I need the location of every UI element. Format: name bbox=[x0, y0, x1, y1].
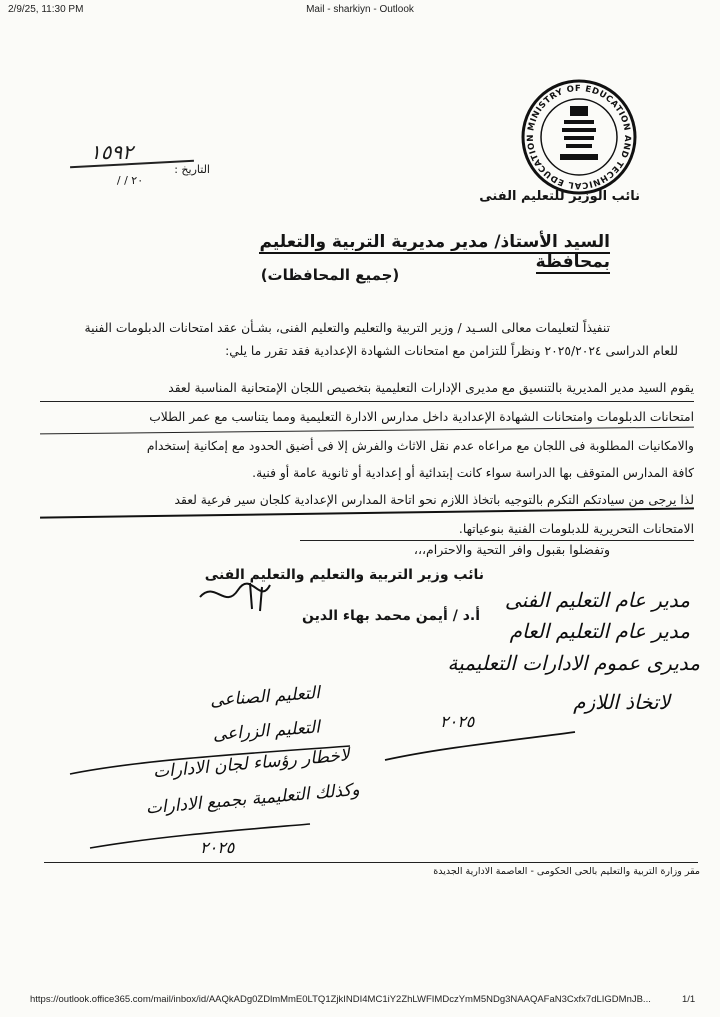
footer-divider bbox=[44, 862, 698, 863]
underline bbox=[40, 401, 694, 402]
handwritten-stroke bbox=[380, 728, 580, 768]
ministry-seal bbox=[520, 78, 638, 196]
body-p1-line2: للعام الدراسى ٢٠٢٥/٢٠٢٤ ونظراً للتزامن مع امتحانات الشهادة الإعدادية فقد تقرر ما يلي: bbox=[225, 344, 678, 358]
body-p1-line1: تنفيذاً لتعليمات معالى السـيد / وزير التربية والتعليم والتعليم الفنى، بشـأن عقد امتحانات الدبلومات الفنية bbox=[84, 321, 610, 335]
print-header bbox=[0, 4, 720, 20]
handwritten-note: وكذلك التعليمية بجميع الادارات bbox=[145, 779, 361, 819]
handwritten-note: لاتخاذ اللازم bbox=[573, 690, 670, 714]
footer-address: مقر وزارة التربية والتعليم بالحى الحكومى - العاصمة الادارية الجديدة bbox=[433, 866, 700, 877]
seal-text: MINISTRY OF EDUCATION AND TECHNICAL EDUCATION bbox=[525, 83, 633, 191]
underline bbox=[300, 540, 694, 541]
addressee-scope: (جميع المحافظات) bbox=[260, 266, 400, 284]
date-label: التاريخ : bbox=[174, 163, 210, 176]
handwritten-note: مديرى عموم الادارات التعليمية bbox=[447, 651, 700, 675]
print-url: https://outlook.office365.com/mail/inbox/id/AAQkADg0ZDlmMmE0LTQ1ZjkINDI4MC1iY2ZhLWFIMDczYmM5NDg3NAAQAFaN3Cxfx7dLIGDMnJB... bbox=[30, 994, 651, 1005]
addressee-title: السيد الأستاذ/ مدير مديرية التربية والتعليم بمحافظة bbox=[259, 232, 610, 272]
reference-number: ١٥٩٢ bbox=[90, 140, 133, 164]
handwritten-stroke bbox=[60, 740, 360, 850]
handwritten-note: التعليم الزراعى bbox=[212, 717, 321, 745]
handwritten-note: التعليم الصناعى bbox=[209, 683, 321, 711]
handwritten-date: ٢٠٢٥ bbox=[440, 712, 475, 731]
print-datetime: 2/9/25, 11:30 PM bbox=[8, 4, 84, 15]
body-p3-line2: الامتحانات التحريرية للدبلومات الفنية بنوعياتها. bbox=[458, 522, 694, 536]
handwritten-date: ٢٠٢٥ bbox=[200, 838, 235, 857]
closing-line: وتفضلوا بقبول وافر التحية والاحترام،،، bbox=[413, 542, 610, 557]
signatory-name: أ.د / أيمن محمد بهاء الدين bbox=[302, 608, 480, 624]
body-p2-line4: كافة المدارس المتوقف بها الدراسة سواء كانت إبتدائية أو إعدادية أو ثانوية عامة أو فنية. bbox=[252, 466, 694, 480]
handwritten-note: مدير عام التعليم الفنى bbox=[504, 588, 690, 612]
handwritten-note: لاخطار رؤساء لجان الادارات bbox=[152, 745, 351, 783]
office-title: نائب الوزير للتعليم الفنى bbox=[479, 189, 640, 204]
handwritten-note: مدير عام التعليم العام bbox=[509, 619, 690, 643]
body-p2-line2: امتحانات الدبلومات وامتحانات الشهادة الإعدادية داخل مدارس الادارة التعليمية ومما يتناسب مع عمر الطلاب bbox=[149, 410, 694, 424]
page-number: 1/1 bbox=[682, 994, 696, 1005]
signatory-title: نائب وزير التربية والتعليم والتعليم الفنى bbox=[204, 567, 484, 583]
body-p2-line1: يقوم السيد مدير المديرية بالتنسيق مع مديرى الإدارات التعليمية بتخصيص اللجان الإمتحانية المناسبة لعقد bbox=[168, 381, 694, 395]
body-p2-line3: والامكانيات المطلوبة فى اللجان مع مراعاه عدم نقل الاثاث والفرش إلا فى أضيق الحدود مع إمكانية إستخدام bbox=[146, 439, 694, 453]
date-block bbox=[70, 140, 210, 200]
underline bbox=[40, 427, 694, 435]
body-p3-line1: لذا يرجى من سيادتكم التكرم بالتوجيه باتخاذ اللازم نحو اتاحة المدارس الإعدادية كلجان سير فرعية لعقد bbox=[174, 493, 694, 507]
print-title: Mail - sharkiyn - Outlook bbox=[306, 4, 414, 15]
date-value: ٢٠ / / bbox=[116, 174, 144, 187]
